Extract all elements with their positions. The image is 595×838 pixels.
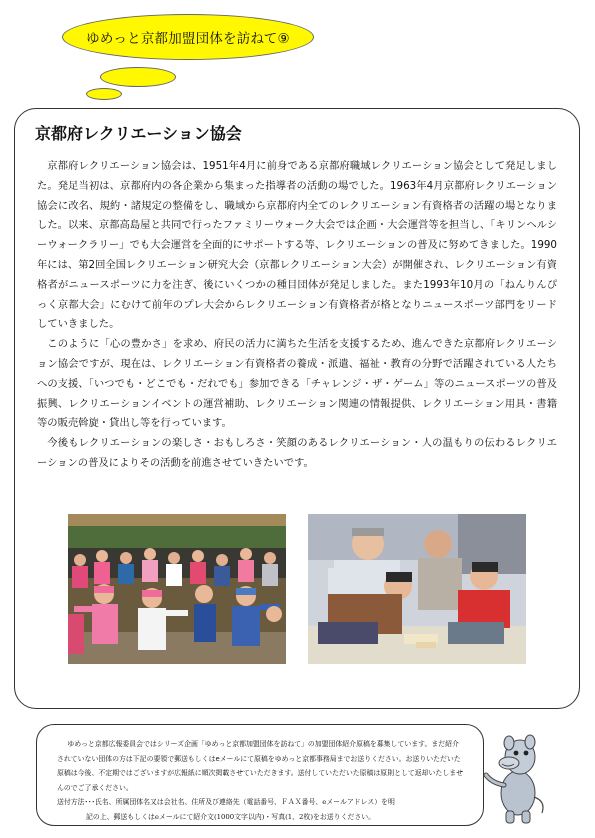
thought-bubble-medium <box>100 67 176 87</box>
mascot-illustration <box>484 733 554 828</box>
children-exercise-photo <box>68 514 286 664</box>
notice-main-text: ゆめっと京都広報委員会ではシリーズ企画「ゆめっと京都加盟団体を訪ねて」の加盟団体紹介原稿を募集しています。まだ紹介されていない団体の方は下記の要領で郵送もしくはeメールにて原稿をゆめっと京都事務局までお送りください。お送りいただいた原稿は今後、不定期ではございますが広報紙に順次掲載させていただきます。送付していただいた原稿は原則として返却いたしませんのでご了承ください。 <box>57 740 463 792</box>
article-panel <box>14 108 580 709</box>
submission-notice-box <box>36 724 484 826</box>
series-title: ゆめっと京都加盟団体を訪ねて⑨ <box>86 31 290 47</box>
article-paragraph: 京都府レクリエーション協会は、1951年4月に前身である京都府職域レクリエーション協会として発足しました。発足当初は、京都府内の各企業から集まった指導者の活動の場でした。1963年4月京都府レクリエーション協会に改名、規約・諸規定の整備をし、職域から京都府内全てのレクリエーション有資格者の活躍の場となりました。以来、京都高島屋と共同で行ったファミリーウォーク大会では企画・大会運営等を担当し、「キリンヘルシーウォークラリー」でも大会運営を全面的にサポートする等、レクリエーションの普及に努めてきました。1990年には、第2回全国レクリエーション研究大会（京都レクリエーション大会）が開催され、レクリエーション有資格者がニュースポーツに力を注ぎ、後にいくつかの種目団体が発足しました。また1993年10月の「ねんりんぴっく京都大会」にむけて前年のプレ大会からレクリエーション有資格者が格となりニュースポーツ部門をリードしていきました。 <box>37 160 557 331</box>
notice-method-line1: 送付方法･･･氏名、所属団体名又は会社名、住所及び連絡先（電話番号、ＦＡＸ番号、eメールアドレス）を明 <box>57 798 395 807</box>
series-title-bubble <box>62 14 314 60</box>
thought-bubble-small <box>86 88 122 100</box>
children-game-photo <box>308 514 526 664</box>
notice-method-line2: 記の上、郵送もしくはeメールにて紹介文(1000文字以内)・写真(1、2枚)をお送りください。 <box>85 812 376 821</box>
article-title: 京都府レクリエーション協会 <box>35 124 242 143</box>
article-paragraph: このように「心の豊かさ」を求め、府民の活力に満ちた生活を支援するため、進んできた京都府レクリエーション協会ですが、現在は、レクリエーション有資格者の養成・派遣、福祉・教育の分野で活躍されている人たちへの支援、「いつでも・どこでも・だれでも」参加できる「チャレンジ・ザ・ゲーム」等のニュースポーツの普及振興、レクリエーションイベントの運営補助、レクリエーション関連の情報提供、レクリエーション用具・書籍等の販売斡旋・貸出し等を行っています。 <box>37 338 557 430</box>
submission-notice <box>57 737 465 825</box>
article-paragraph: 今後もレクリエーションの楽しさ・おもしろさ・笑顔のあるレクリエーション・人の温もりの伝わるレクリエーションの普及によりその活動を前進させていきたいです。 <box>37 437 557 469</box>
article-body <box>37 157 557 474</box>
